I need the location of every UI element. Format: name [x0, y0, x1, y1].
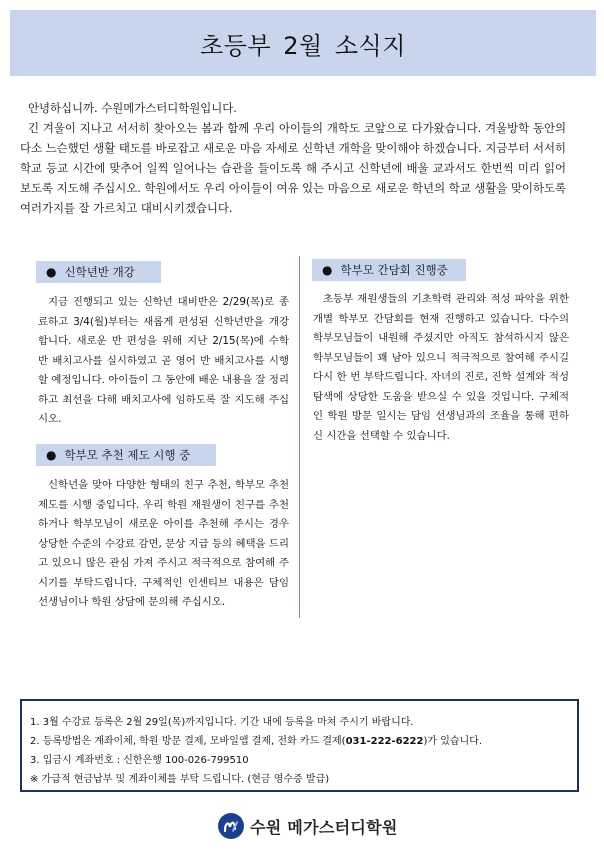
- section-heading-label: 학부모 간담회 진행중: [340, 263, 448, 277]
- academy-footer: [218, 812, 398, 840]
- section-heading-label: 신학년반 개강: [64, 265, 135, 279]
- notice-line-3: 3. 입금시 계좌번호 : 신한은행 100-026-799510: [30, 755, 249, 766]
- megastudy-logo-icon: [218, 813, 244, 839]
- phone-number: 031-222-6222: [345, 736, 424, 747]
- title-banner: [10, 10, 596, 76]
- section-heading-referral: [36, 444, 216, 466]
- section-text-referral: 신학년을 맞아 다양한 형태의 친구 추천, 학부모 추천 제도를 시행 중입니다. 우리 학원 재원생이 친구를 추천하거나 학부모님이 새로운 아이를 추천해 주시는 경우 상당한 수준의 수강료 감면, 문상 지급 등의 혜택을 드리고 있으니 많은 관심 가져 주시고 적극적으로 참여해 주시기를 부탁드립니다. 구체적인 인센티브 내용은 담임 선생님이나 학원 상담에 문의해 주십시오.: [38, 479, 289, 608]
- notice-line-2-prefix: 2. 등록방법은 계좌이체, 학원 방문 결제, 모바일앱 결제, 전화 카드 결제(: [30, 736, 346, 747]
- section-heading-label: 학부모 추천 제도 시행 중: [64, 448, 191, 462]
- section-heading-new-class: [36, 261, 161, 283]
- intro-greeting: 안녕하십니까. 수원메가스터디학원입니다.: [28, 101, 237, 115]
- intro-letter: [20, 98, 566, 218]
- notice-line-2: [30, 732, 577, 751]
- column-divider: [299, 256, 300, 618]
- bullet-icon: ●: [46, 265, 57, 279]
- page-title: 초등부 2월 소식지: [200, 31, 406, 60]
- bullet-icon: ●: [322, 263, 333, 277]
- notice-line-1: 1. 3월 수강료 등록은 2월 29일(목)까지입니다. 기간 내에 등록을 마쳐 주시기 바랍니다.: [30, 717, 414, 728]
- section-text-meeting: 초등부 재원생들의 기초학력 관리와 적성 파악을 위한 개별 학부모 간담회를 현재 진행하고 있습니다. 다수의 학부모님들이 내원해 주셨지만 아직도 참석하시지 않은 학부모님들이 꽤 남아 있으니 적극적으로 참여해 주시길 다시 한 번 부탁드립니다. 자녀의 진로, 진학 설계와 적성 탐색에 상당한 도움을 받으실 수 있을 것입니다. 구체적인 학원 방문 일시는 담임 선생님과의 조율을 통해 편하신 시간을 선택할 수 있습니다.: [313, 293, 569, 442]
- notice-line-2-suffix: )가 있습니다.: [423, 736, 483, 747]
- registration-notice-box: [20, 699, 579, 792]
- notice-line-4: ※ 가급적 현금납부 및 계좌이체를 부탁 드립니다. (현금 영수증 발급): [30, 774, 330, 785]
- section-text-new-class: 지금 진행되고 있는 신학년 대비반은 2/29(목)로 종료하고 3/4(월)부터는 새롭게 편성된 신학년반을 개강합니다. 새로운 반 편성을 위해 지난 2/15(목)에 수학 반 배치고사를 실시하였고 곧 영어 반 배치고사를 시행할 예정입니다. 아이들이 그 동안에 배운 내용을 잘 정리하고 최선을 다해 배치고사에 임하도록 잘 지도해 주십시오.: [38, 296, 289, 425]
- bullet-icon: ●: [46, 448, 57, 462]
- intro-body: 긴 겨울이 지나고 서서히 찾아오는 봄과 함께 우리 아이들의 개학도 코앞으로 다가왔습니다. 겨울방학 동안의 다소 느슨했던 생활 태도를 바로잡고 새로운 마음 자세로 신학년 개학을 맞이해야 하겠습니다. 지금부터 서서히 학교 등교 시간에 맞추어 일찍 일어나는 습관을 들이도록 해 주시고 신학년에 배울 교과서도 한번씩 미리 읽어보도록 지도해 주십시오. 학원에서도 우리 아이들이 여유 있는 마음으로 새로운 학년의 학교 생활을 맞이하도록 여러가지를 잘 가르치고 대비시키겠습니다.: [20, 121, 566, 215]
- academy-name: 수원 메가스터디학원: [250, 817, 398, 837]
- section-heading-meeting: [312, 259, 466, 281]
